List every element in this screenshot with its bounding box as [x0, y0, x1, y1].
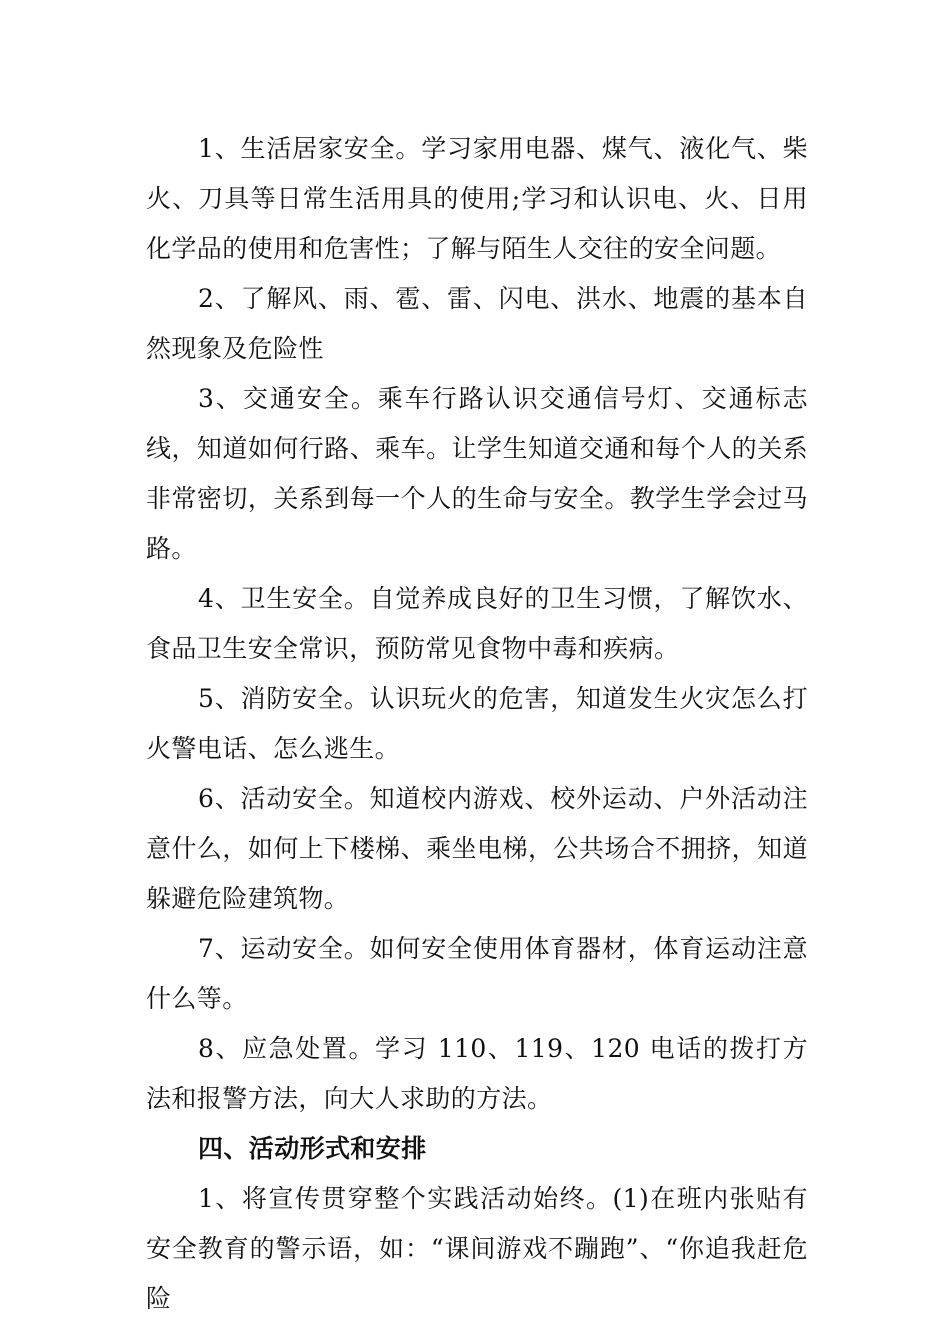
- paragraph-publicity: 1、将宣传贯穿整个实践活动始终。(1)在班内张贴有安全教育的警示语，如：“课间游戏不蹦跑”、“你追我赶危险: [146, 1184, 808, 1313]
- paragraph-activity-safety: 6、活动安全。知道校内游戏、校外运动、户外活动注意什么，如何上下楼梯、乘坐电梯，公共场合不拥挤，知道躲避危险建筑物。: [146, 784, 808, 913]
- paragraph-traffic-safety: 3、交通安全。乘车行路认识交通信号灯、交通标志线，知道如何行路、乘车。让学生知道交通和每个人的关系非常密切，关系到每一个人的生命与安全。教学生学会过马路。: [146, 384, 808, 563]
- paragraph-home-safety: 1、生活居家安全。学习家用电器、煤气、液化气、柴火、刀具等日常生活用具的使用;学习和认识电、火、日用化学品的使用和危害性；了解与陌生人交往的安全问题。: [146, 134, 808, 263]
- document-page: [146, 124, 808, 1324]
- paragraph-emergency-response: 8、应急处置。学习 110、119、120 电话的拨打方法和报警方法，向大人求助的方法。: [146, 1034, 808, 1113]
- paragraph-natural-hazards: 2、了解风、雨、雹、雷、闪电、洪水、地震的基本自然现象及危险性: [146, 284, 808, 363]
- paragraph-fire-safety: 5、消防安全。认识玩火的危害，知道发生火灾怎么打火警电话、怎么逃生。: [146, 684, 808, 763]
- section-heading: 四、活动形式和安排: [198, 1134, 427, 1163]
- paragraph-hygiene-safety: 4、卫生安全。自觉养成良好的卫生习惯，了解饮水、食品卫生安全常识，预防常见食物中毒和疾病。: [146, 584, 808, 663]
- paragraph-sports-safety: 7、运动安全。如何安全使用体育器材，体育运动注意什么等。: [146, 934, 808, 1013]
